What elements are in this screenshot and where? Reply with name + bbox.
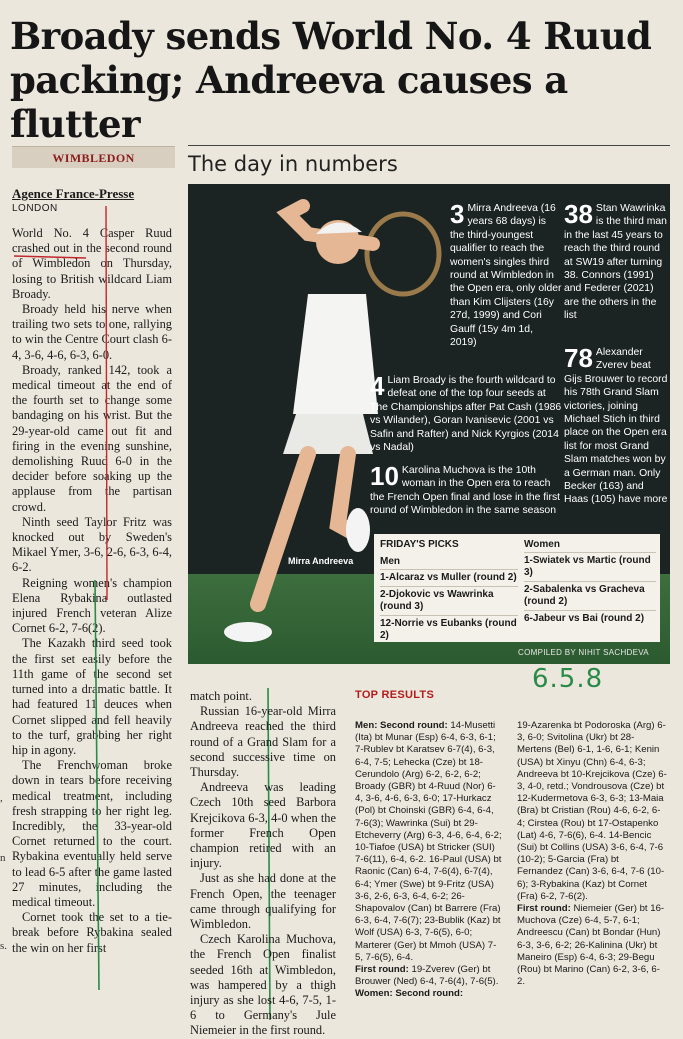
article-paragraph: Andreeva was leading Czech 10th seed Barbora Krejcikova 6-3, 4-0 when the former French Open champion retired with an injury. [190, 780, 336, 871]
article-left-column [12, 226, 172, 956]
stat-text: Liam Broady is the fourth wildcard to defeat one of the top four seeds at The Championships after Pat Cash (1986 vs Wilander), Goran Ivanisevic (2001 vs Safin and Rafter) and Nick Kyrgios (2014 vs Nadal) [370, 375, 562, 454]
results-text: 14-Musetti (Ita) bt Munar (Esp) 6-4, 6-3, 6-1; 7-Rublev bt Karatsev 6-7(4), 6-3, 6-4, 7-5; Lehecka (Cze) bt 18-Cerundolo (Arg) 6-2, 6-2, 6-2; Broady (GBR) bt 4-Ruud (Nor) 6-4, 3-6, 4-6, 6-3, 6-0; 17-Hurkacz (Pol) bt Choinski (GBR) 6-4, 6-4, 7-6(3); Wawrinka (Sui) bt 29-Etcheverry (Arg) 6-3, 4-6, 6-4, 6-2; 10-Tiafoe (USA) bt Stricker (SUI) 7-6(11), 6-4, 6-2. 16-Paul (USA) bt Raonic (Can) 6-4, 7-6(4), 6-7(4), 6-4; Ymer (Swe) bt 9-Fritz (USA) 3-6, 2-6, 6-3, 6-4, 6-2; 26-Shapovalov (Can) bt Barrere (Fra) 6-3, 6-4, 7-6(7); 23-Bublik (Kaz) bt Wolf (USA) 6-3, 7-6(5), 6-0; Marterer (Ger) bt Mmoh (USA) 7-5, 7-6(5), 6-4. [355, 720, 502, 963]
results-column-1 [355, 720, 503, 1001]
player-shoe [224, 622, 272, 642]
article-paragraph: Cornet took the set to a tie-break before Rybakina sealed the win on her first [12, 910, 172, 955]
player-skirt [283, 414, 373, 454]
pick-item: 12-Norrie vs Eubanks (round 2) [380, 615, 518, 644]
results-subhead: Women: Second round: [355, 988, 464, 1000]
byline: Agence France-Presse [12, 186, 135, 201]
stat-andreeva [450, 199, 562, 349]
day-in-numbers-graphic [188, 184, 670, 664]
headline: Broady sends World No. 4 Ruud packing; Andreeva causes a flutter [10, 14, 652, 146]
player-shoe [346, 508, 370, 552]
player-dress [293, 294, 378, 414]
dateline: LONDON [12, 203, 58, 214]
article-paragraph: The Frenchwoman broke down in tears before receiving medical treatment, including fresh strapping to her right leg. Incredibly, the 33-year-old Cornet returned to the court. Rybakina eventually held serve to lead 6-5 after the game lasted 27 minutes, including the medical timeout. [12, 758, 172, 909]
edge-mark: , [0, 792, 3, 804]
section-tag: WIMBLEDON [12, 146, 175, 168]
article-middle-column [190, 689, 336, 1039]
article-paragraph: Russian 16-year-old Mirra Andreeva reached the third round of a Grand Slam for a second successive time on Thursday. [190, 704, 336, 780]
article-paragraph: Reigning women's champion Elena Rybakina outlasted injured French veteran Alize Cornet 6-2, 7-6(2). [12, 575, 172, 636]
results-text: Niemeier (Ger) bt 16-Muchova (Cze) 6-4, 5-7, 6-1; Andreescu (Can) bt Bondar (Hun) 6-3, 3-6, 6-2; 26-Kalinina (Ukr) bt Maneiro (Esp) 6-4, 6-3; 29-Begu (Rou) bt Marino (Can) 6-2, 3-6, 6-2. [517, 903, 665, 988]
edge-mark: s. [0, 940, 8, 952]
pick-item: 1-Alcaraz vs Muller (round 2) [380, 569, 518, 586]
pick-item: 1-Swiatek vs Martic (round 3) [524, 552, 656, 581]
article-paragraph: Ninth seed Taylor Fritz was knocked out by Sweden's Mikael Ymer, 3-6, 2-6, 6-3, 6-4, 6-2. [12, 514, 172, 575]
article-paragraph: Broady held his nerve when trailing two sets to one, rallying to win the Centre Court clash 6-4, 3-6, 4-6, 6-3, 6-0. [12, 302, 172, 362]
fridays-picks-box [374, 534, 660, 642]
graphic-title: The day in numbers [188, 152, 398, 176]
stat-number: 38 [564, 199, 593, 229]
picks-title: FRIDAY'S PICKS [380, 539, 459, 550]
stat-number: 3 [450, 199, 465, 229]
picks-men-label: Men [380, 556, 400, 567]
stat-number: 10 [370, 461, 399, 491]
results-text: 19-Azarenka bt Podoroska (Arg) 6-3, 6-0; Svitolina (Ukr) bt 28-Mertens (Bel) 6-1, 1-6, 6-1; Kenin (USA) bt Xinyu (Chn) 6-4, 6-3; Andreeva bt 10-Krejcikova (Cze) 6-3, 4-0, retd.; Vondrousova (Cze) bt 12-Kudermetova 6-3, 6-3; 13-Maia (Bra) bt Cristian (Rou) 4-6, 6-2, 6-4; Cirstea (Rou) bt 17-Ostapenko (Lat) 4-6, 7-6(6), 6-4. 14-Bencic (Sui) bt Collins (USA) 3-6, 6-4, 7-6 (10-2); 5-Garcia (Fra) bt Fernandez (Can) 3-6, 6-4, 7-6 (10-6); 3-Rybakina (Kaz) bt Cornet (Fra) 6-2, 7-6(2). [517, 720, 667, 902]
picks-women-label: Women [524, 539, 560, 550]
stat-number: 78 [564, 343, 593, 373]
edge-mark: n [0, 852, 6, 864]
graphic-rule [188, 145, 670, 146]
stat-broady [370, 371, 562, 454]
pick-item: 2-Sabalenka vs Gracheva (round 2) [524, 581, 656, 610]
picks-women [524, 539, 656, 627]
article-paragraph: Czech Karolina Muchova, the French Open finalist seeded 16th at Wimbledon, was hampered by a thigh injury as she lost 4-6, 7-5, 1-6 to Germany's Jule Niemeier in the first round. [190, 932, 336, 1038]
results-text: 19-Zverev (Ger) bt Brouwer (Ned) 6-4, 7-6(4), 7-6(5). [355, 964, 499, 988]
stat-text: Karolina Muchova is the 10th woman in the Open era to reach the French Open final and lose in the first round of Wimbledon in the same season [370, 465, 561, 517]
article-paragraph: The Kazakh third seed took the first set easily before the 11th game of the second set turned into a dramatic battle. It had featured 11 deuces when Cornet slipped and fell heavily to the turf, grabbing her right hip in agony. [12, 636, 172, 757]
article-paragraph: match point. [190, 689, 252, 703]
photo-caption: Mirra Andreeva [288, 556, 354, 566]
stat-zverev [564, 343, 668, 507]
stat-number: 4 [370, 371, 385, 401]
player-cap [316, 222, 362, 234]
results-title: TOP RESULTS [355, 689, 435, 701]
pick-item: 2-Djokovic vs Wawrinka (round 3) [380, 586, 518, 615]
results-subhead: First round: [517, 903, 571, 915]
stat-text: Alexander Zverev beat Gijs Brouwer to record his 78th Grand Slam victories, joining Michael Stich in third place on the Open era list for most Grand Slam matches won by a German man. Only Becker (163) and Haas (105) have more [564, 347, 668, 506]
article-paragraph: World No. 4 Casper Ruud crashed out in the second round of Wimbledon on Thursday, losing to British wildcard Liam Broady. [12, 226, 172, 301]
results-subhead: Men: Second round: [355, 720, 448, 731]
article-paragraph: Just as she had done at the French Open, the teenager came through qualifying for Wimbledon. [190, 871, 336, 932]
racket-icon [367, 214, 439, 294]
stat-muchova [370, 461, 562, 518]
player-leg [258, 454, 308, 604]
article-paragraph: Broady, ranked 142, took a medical timeout at the end of the fourth set to change some bandaging on his wrist. But the 29-year-old came out fit and firing in the evening sunshine, demolishing Ruud 6-0 in the decider before soaking up the applause from the partisan crowd. [12, 362, 172, 514]
handwritten-note: 6.5.8 [532, 664, 604, 694]
stat-wawrinka [564, 199, 668, 323]
pick-item: 6-Jabeur vs Bai (round 2) [524, 610, 656, 627]
graphic-credit: COMPILED BY NIHIT SACHDEVA [518, 648, 649, 657]
picks-men [380, 556, 518, 644]
stat-text: Mirra Andreeva (16 years 68 days) is the third-youngest qualifier to reach the women's singles third round at Wimbledon in the Open era, only older than Kim Clijsters (16y 27d, 1999) and Cori Gauff (15y 4m 1d, 2019) [450, 203, 562, 349]
results-column-2 [517, 720, 667, 988]
stat-text: Stan Wawrinka is the third man in the last 45 years to reach the third round at SW19 after turning 38. Connors (1991) and Federer (2021) are the others in the list [564, 203, 667, 322]
results-subhead: First round: [355, 964, 409, 976]
